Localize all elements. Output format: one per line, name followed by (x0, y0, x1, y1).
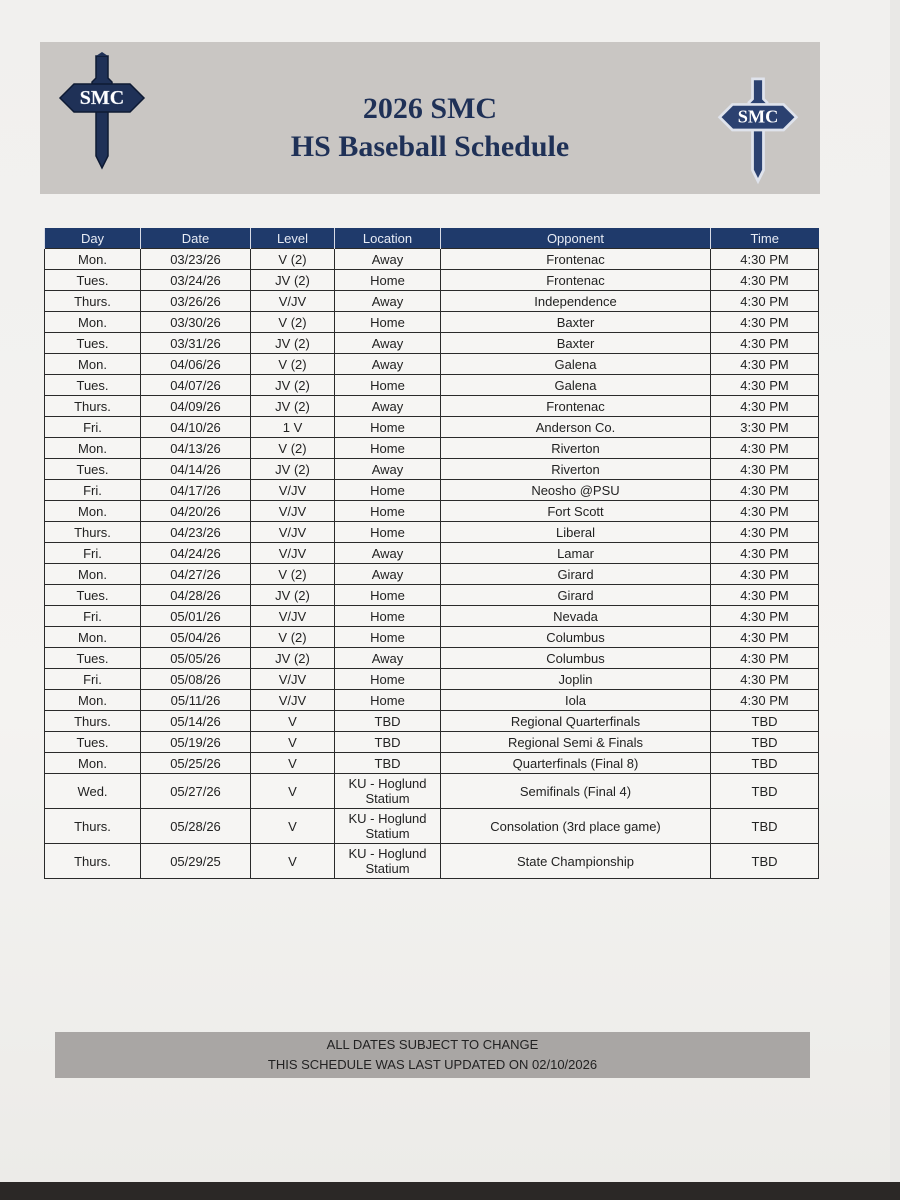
level-cell: V (2) (251, 312, 335, 333)
level-cell: V (2) (251, 249, 335, 270)
day-cell: Mon. (45, 312, 141, 333)
location-cell: Home (335, 585, 441, 606)
location-cell: Home (335, 480, 441, 501)
time-cell: 4:30 PM (711, 354, 819, 375)
opponent-cell: Riverton (441, 438, 711, 459)
date-cell: 04/10/26 (141, 417, 251, 438)
level-cell: V/JV (251, 522, 335, 543)
header-band (40, 42, 820, 194)
opponent-cell: Riverton (441, 459, 711, 480)
date-cell: 04/24/26 (141, 543, 251, 564)
day-cell: Mon. (45, 690, 141, 711)
opponent-cell: Frontenac (441, 249, 711, 270)
opponent-cell: Nevada (441, 606, 711, 627)
time-cell: 4:30 PM (711, 333, 819, 354)
location-cell: Home (335, 522, 441, 543)
table-row (45, 606, 819, 627)
location-cell: Away (335, 543, 441, 564)
level-cell: V/JV (251, 543, 335, 564)
time-cell: 4:30 PM (711, 480, 819, 501)
level-cell: V (251, 732, 335, 753)
opponent-cell: Independence (441, 291, 711, 312)
level-cell: 1 V (251, 417, 335, 438)
footer-line-change-notice: ALL DATES SUBJECT TO CHANGE (326, 1037, 539, 1052)
date-cell: 03/31/26 (141, 333, 251, 354)
time-cell: 4:30 PM (711, 543, 819, 564)
opponent-cell: State Championship (441, 844, 711, 879)
opponent-cell: Frontenac (441, 396, 711, 417)
location-cell: TBD (335, 732, 441, 753)
table-row (45, 627, 819, 648)
day-cell: Tues. (45, 375, 141, 396)
table-header-row (45, 228, 819, 249)
day-cell: Mon. (45, 354, 141, 375)
date-cell: 05/28/26 (141, 809, 251, 844)
day-cell: Fri. (45, 669, 141, 690)
level-cell: V/JV (251, 690, 335, 711)
time-cell: TBD (711, 732, 819, 753)
table-row (45, 459, 819, 480)
opponent-cell: Fort Scott (441, 501, 711, 522)
opponent-cell: Semifinals (Final 4) (441, 774, 711, 809)
date-cell: 05/08/26 (141, 669, 251, 690)
table-row (45, 732, 819, 753)
location-cell: Home (335, 417, 441, 438)
time-cell: 4:30 PM (711, 690, 819, 711)
time-cell: TBD (711, 844, 819, 879)
day-cell: Tues. (45, 333, 141, 354)
table-row (45, 375, 819, 396)
day-cell: Tues. (45, 648, 141, 669)
time-cell: 4:30 PM (711, 396, 819, 417)
table-row (45, 690, 819, 711)
date-cell: 04/06/26 (141, 354, 251, 375)
opponent-cell: Anderson Co. (441, 417, 711, 438)
time-cell: TBD (711, 774, 819, 809)
table-row (45, 585, 819, 606)
date-cell: 04/09/26 (141, 396, 251, 417)
page-title-line1: 2026 SMC (362, 92, 498, 125)
date-cell: 04/20/26 (141, 501, 251, 522)
opponent-cell: Baxter (441, 312, 711, 333)
column-header-time: Time (711, 228, 819, 249)
table-row (45, 333, 819, 354)
table-row (45, 270, 819, 291)
column-header-opponent: Opponent (441, 228, 711, 249)
day-cell: Mon. (45, 627, 141, 648)
opponent-cell: Baxter (441, 333, 711, 354)
opponent-cell: Girard (441, 564, 711, 585)
svg-text:SMC: SMC (79, 87, 125, 109)
location-cell: Home (335, 270, 441, 291)
location-cell: Away (335, 396, 441, 417)
day-cell: Tues. (45, 459, 141, 480)
footer-notice (55, 1032, 810, 1078)
location-cell: Home (335, 669, 441, 690)
level-cell: V/JV (251, 606, 335, 627)
location-cell: Home (335, 501, 441, 522)
time-cell: 4:30 PM (711, 291, 819, 312)
level-cell: JV (2) (251, 396, 335, 417)
time-cell: 4:30 PM (711, 312, 819, 333)
opponent-cell: Regional Semi & Finals (441, 732, 711, 753)
date-cell: 05/05/26 (141, 648, 251, 669)
location-cell: Away (335, 354, 441, 375)
opponent-cell: Consolation (3rd place game) (441, 809, 711, 844)
location-cell: Home (335, 375, 441, 396)
date-cell: 04/28/26 (141, 585, 251, 606)
day-cell: Thurs. (45, 844, 141, 879)
level-cell: V/JV (251, 291, 335, 312)
time-cell: TBD (711, 753, 819, 774)
table-row (45, 522, 819, 543)
time-cell: 4:30 PM (711, 249, 819, 270)
table-row (45, 417, 819, 438)
date-cell: 05/14/26 (141, 711, 251, 732)
schedule-table (44, 228, 819, 879)
day-cell: Wed. (45, 774, 141, 809)
date-cell: 04/13/26 (141, 438, 251, 459)
time-cell: 4:30 PM (711, 459, 819, 480)
day-cell: Mon. (45, 753, 141, 774)
opponent-cell: Columbus (441, 627, 711, 648)
day-cell: Thurs. (45, 711, 141, 732)
date-cell: 03/24/26 (141, 270, 251, 291)
table-row (45, 249, 819, 270)
table-row (45, 774, 819, 809)
table-row (45, 480, 819, 501)
opponent-cell: Galena (441, 354, 711, 375)
table-row (45, 501, 819, 522)
date-cell: 05/27/26 (141, 774, 251, 809)
time-cell: 4:30 PM (711, 270, 819, 291)
opponent-cell: Columbus (441, 648, 711, 669)
column-header-day: Day (45, 228, 141, 249)
time-cell: 4:30 PM (711, 669, 819, 690)
date-cell: 05/25/26 (141, 753, 251, 774)
table-row (45, 669, 819, 690)
column-header-date: Date (141, 228, 251, 249)
time-cell: 3:30 PM (711, 417, 819, 438)
time-cell: 4:30 PM (711, 585, 819, 606)
level-cell: JV (2) (251, 585, 335, 606)
level-cell: JV (2) (251, 375, 335, 396)
location-cell: Away (335, 648, 441, 669)
time-cell: 4:30 PM (711, 375, 819, 396)
level-cell: V (2) (251, 438, 335, 459)
location-cell: Away (335, 564, 441, 585)
opponent-cell: Frontenac (441, 270, 711, 291)
date-cell: 05/19/26 (141, 732, 251, 753)
page-title-line2: HS Baseball Schedule (290, 130, 570, 163)
time-cell: 4:30 PM (711, 606, 819, 627)
location-cell: KU - Hoglund Statium (335, 774, 441, 809)
date-cell: 05/01/26 (141, 606, 251, 627)
table-row (45, 291, 819, 312)
location-cell: Away (335, 333, 441, 354)
day-cell: Thurs. (45, 522, 141, 543)
table-row (45, 711, 819, 732)
level-cell: V/JV (251, 669, 335, 690)
day-cell: Mon. (45, 438, 141, 459)
location-cell: Home (335, 438, 441, 459)
time-cell: 4:30 PM (711, 501, 819, 522)
location-cell: Away (335, 459, 441, 480)
location-cell: Away (335, 291, 441, 312)
day-cell: Fri. (45, 480, 141, 501)
opponent-cell: Girard (441, 585, 711, 606)
day-cell: Mon. (45, 564, 141, 585)
date-cell: 05/04/26 (141, 627, 251, 648)
day-cell: Fri. (45, 606, 141, 627)
date-cell: 03/26/26 (141, 291, 251, 312)
location-cell: Home (335, 312, 441, 333)
table-row (45, 438, 819, 459)
day-cell: Thurs. (45, 291, 141, 312)
time-cell: 4:30 PM (711, 564, 819, 585)
day-cell: Mon. (45, 501, 141, 522)
day-cell: Thurs. (45, 809, 141, 844)
smc-cross-logo-right-icon (716, 74, 800, 186)
table-row (45, 564, 819, 585)
date-cell: 03/30/26 (141, 312, 251, 333)
level-cell: JV (2) (251, 270, 335, 291)
opponent-cell: Liberal (441, 522, 711, 543)
date-cell: 04/27/26 (141, 564, 251, 585)
level-cell: V (251, 774, 335, 809)
opponent-cell: Regional Quarterfinals (441, 711, 711, 732)
level-cell: V (251, 753, 335, 774)
day-cell: Tues. (45, 270, 141, 291)
opponent-cell: Quarterfinals (Final 8) (441, 753, 711, 774)
date-cell: 05/29/25 (141, 844, 251, 879)
column-header-location: Location (335, 228, 441, 249)
day-cell: Thurs. (45, 396, 141, 417)
level-cell: V (251, 809, 335, 844)
time-cell: 4:30 PM (711, 648, 819, 669)
time-cell: 4:30 PM (711, 627, 819, 648)
date-cell: 04/14/26 (141, 459, 251, 480)
table-row (45, 543, 819, 564)
table-row (45, 312, 819, 333)
opponent-cell: Lamar (441, 543, 711, 564)
date-cell: 04/07/26 (141, 375, 251, 396)
svg-text:SMC: SMC (737, 106, 779, 127)
table-row (45, 648, 819, 669)
time-cell: TBD (711, 809, 819, 844)
level-cell: JV (2) (251, 648, 335, 669)
time-cell: 4:30 PM (711, 522, 819, 543)
table-row (45, 753, 819, 774)
schedule-body (45, 249, 819, 879)
date-cell: 04/23/26 (141, 522, 251, 543)
time-cell: TBD (711, 711, 819, 732)
day-cell: Tues. (45, 585, 141, 606)
date-cell: 05/11/26 (141, 690, 251, 711)
day-cell: Mon. (45, 249, 141, 270)
opponent-cell: Galena (441, 375, 711, 396)
level-cell: JV (2) (251, 333, 335, 354)
location-cell: TBD (335, 711, 441, 732)
table-row (45, 354, 819, 375)
table-row (45, 809, 819, 844)
level-cell: V (251, 844, 335, 879)
location-cell: KU - Hoglund Statium (335, 844, 441, 879)
opponent-cell: Iola (441, 690, 711, 711)
location-cell: TBD (335, 753, 441, 774)
day-cell: Fri. (45, 417, 141, 438)
table-row (45, 844, 819, 879)
level-cell: V (2) (251, 354, 335, 375)
location-cell: KU - Hoglund Statium (335, 809, 441, 844)
day-cell: Tues. (45, 732, 141, 753)
table-surface-edge (0, 1182, 900, 1200)
time-cell: 4:30 PM (711, 438, 819, 459)
footer-line-last-updated: THIS SCHEDULE WAS LAST UPDATED ON 02/10/2026 (267, 1057, 598, 1072)
opponent-cell: Neosho @PSU (441, 480, 711, 501)
day-cell: Fri. (45, 543, 141, 564)
location-cell: Away (335, 249, 441, 270)
date-cell: 03/23/26 (141, 249, 251, 270)
location-cell: Home (335, 690, 441, 711)
level-cell: V/JV (251, 480, 335, 501)
level-cell: V (2) (251, 564, 335, 585)
level-cell: V (2) (251, 627, 335, 648)
table-row (45, 396, 819, 417)
level-cell: V (251, 711, 335, 732)
level-cell: JV (2) (251, 459, 335, 480)
level-cell: V/JV (251, 501, 335, 522)
column-header-level: Level (251, 228, 335, 249)
location-cell: Home (335, 606, 441, 627)
date-cell: 04/17/26 (141, 480, 251, 501)
location-cell: Home (335, 627, 441, 648)
opponent-cell: Joplin (441, 669, 711, 690)
